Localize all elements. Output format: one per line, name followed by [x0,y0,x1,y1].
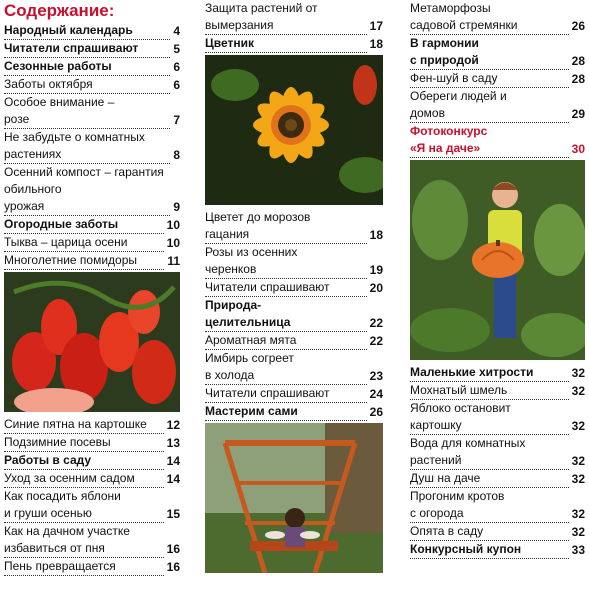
toc-entry-title: Уход за осенним садом [4,470,180,488]
toc-entry-page: 23 [369,369,383,383]
toc-entry-title: Как посадить яблони [4,489,121,503]
toc-entry [410,17,585,35]
toc-entry-title: Особое внимание – [4,95,115,109]
toc-entry-title: Опята в саду [410,523,585,541]
toc-entry [4,234,180,252]
toc-entry-title: Читатели спрашивают [205,279,383,297]
toc-entry [410,35,585,52]
toc-entry-title: Осенний компост – гарантия [4,165,164,179]
toc-list-3a [410,0,585,158]
toc-entry [4,488,180,505]
toc-entry [410,70,585,88]
toc-entry [410,382,585,400]
toc-entry-page: 5 [173,42,180,56]
ladder-illustration [205,423,383,573]
toc-entry [205,367,383,385]
toc-entry [205,297,383,314]
toc-entry-title: обильного [4,182,62,196]
toc-entry [4,164,180,181]
toc-entry-page: 32 [571,366,585,380]
toc-entry-title: Работы в саду [4,452,180,470]
toc-entry-page: 10 [166,236,180,250]
toc-entry-title: Защита растений от [205,1,318,15]
toc-entry-title: домов [410,105,585,123]
toc-entry-page: 16 [166,542,180,556]
toc-entry-title: Цветник [205,35,383,53]
toc-entry-page: 14 [166,472,180,486]
toc-entry-page: 29 [571,107,585,121]
toc-entry-page: 16 [166,560,180,574]
toc-entry [410,364,585,382]
toc-entry-page: 32 [571,419,585,433]
toc-entry-page: 32 [571,384,585,398]
toc-entry-title: Подзимние посевы [4,434,180,452]
toc-entry-page: 30 [571,142,585,156]
toc-entry [410,88,585,105]
toc-entry-title: с природой [410,52,585,70]
toc-entry-title: Мохнатый шмель [410,382,585,400]
toc-entry-page: 8 [173,148,180,162]
toc-entry-title: Цветет до морозов [205,210,311,224]
toc-entry-page: 26 [571,19,585,33]
toc-entry-title: Метаморфозы [410,1,491,15]
toc-entry-title: и груши осенью [4,505,180,523]
toc-entry-title: Синие пятна на картошке [4,416,180,434]
toc-entry-title: Конкурсный купон [410,541,585,559]
toc-entry-title: Маленькие хитрости [410,364,585,382]
toc-entry-title: Многолетние помидоры [4,252,180,270]
toc-entry [410,470,585,488]
toc-entry [4,198,180,216]
toc-entry-page: 32 [571,525,585,539]
toc-entry-title: Фен-шуй в саду [410,70,585,88]
toc-entry-page: 13 [166,436,180,450]
toc-entry-title: Природа- [205,298,262,312]
toc-entry [205,314,383,332]
toc-entry [205,35,383,53]
toc-entry [410,140,585,158]
toc-entry-title: Обереги людей и [410,89,507,103]
toc-entry-title: растениях [4,146,180,164]
toc-entry-page: 32 [571,454,585,468]
toc-entry-title: Прогоним кротов [410,489,505,503]
toc-entry [4,523,180,540]
toc-entry-title: гацания [205,226,383,244]
toc-entry [4,111,180,129]
toc-entry [410,105,585,123]
toc-entry-title: Розы из осенних [205,245,298,259]
toc-entry-title: Мастерим сами [205,403,383,421]
toc-entry [205,332,383,350]
toc-entry [4,558,180,576]
toc-entry-title: Народный календарь [4,22,180,40]
toc-entry-page: 6 [173,78,180,92]
toc-entry [410,123,585,140]
toc-entry-title: Пень превращается [4,558,180,576]
toc-entry-page: 18 [369,37,383,51]
toc-entry-page: 19 [369,263,383,277]
toc-entry-page: 22 [369,334,383,348]
toc-entry-page: 15 [166,507,180,521]
toc-entry-title: Фотоконкурс [410,124,488,138]
toc-entry [4,434,180,452]
toc-entry-page: 12 [166,418,180,432]
toc-entry-title: Яблоко остановит [410,401,511,415]
toc-entry [4,58,180,76]
toc-list-2b [205,209,383,421]
toc-entry [205,244,383,261]
toc-entry [205,209,383,226]
toc-entry [205,226,383,244]
toc-entry-page: 33 [571,543,585,557]
tomatoes-photo [4,272,180,412]
toc-entry [410,488,585,505]
toc-entry-title: Не забудьте о комнатных [4,130,145,144]
toc-entry [4,505,180,523]
toc-entry-title: Заботы октября [4,76,180,94]
toc-entry-page: 10 [166,218,180,232]
toc-entry [4,470,180,488]
toc-entry-title: В гармонии [410,36,479,50]
toc-entry [410,435,585,452]
toc-entry-page: 22 [369,316,383,330]
toc-entry-title: Душ на даче [410,470,585,488]
toc-column-1 [4,0,180,576]
toc-entry-page: 11 [167,254,180,268]
toc-entry-title: Огородные заботы [4,216,180,234]
toc-entry [4,94,180,111]
toc-entry [4,40,180,58]
toc-entry-title: Ароматная мята [205,332,383,350]
toc-column-2 [205,0,383,577]
toc-entry-page: 7 [173,113,180,127]
toc-entry-page: 28 [571,72,585,86]
toc-entry-title: целительница [205,314,383,332]
toc-entry-page: 6 [173,60,180,74]
toc-entry [4,22,180,40]
toc-entry-title: Как на дачном участке [4,524,130,538]
toc-entry [410,400,585,417]
toc-entry [4,129,180,146]
toc-entry-page: 4 [173,24,180,38]
tomatoes-illustration [4,272,180,412]
toc-list-2a [205,0,383,53]
toc-entry [205,385,383,403]
toc-entry [4,146,180,164]
toc-entry-page: 14 [166,454,180,468]
toc-entry [410,452,585,470]
toc-entry [4,416,180,434]
toc-entry [4,181,180,198]
toc-entry-title: «Я на даче» [410,140,585,158]
toc-list-1b [4,416,180,576]
toc-entry-page: 17 [369,19,383,33]
toc-entry-page: 28 [571,54,585,68]
toc-entry [205,350,383,367]
toc-entry-title: Сезонные работы [4,58,180,76]
toc-entry-title: Читатели спрашивают [205,385,383,403]
toc-entry [410,523,585,541]
toc-entry [205,17,383,35]
toc-entry-title: Вода для комнатных [410,436,526,450]
toc-entry-title: урожая [4,198,180,216]
ladder-photo [205,423,383,573]
toc-entry [410,52,585,70]
toc-entry [4,216,180,234]
toc-entry [205,279,383,297]
toc-entry-title: черенков [205,261,383,279]
toc-entry-title: розе [4,111,180,129]
toc-entry [205,261,383,279]
toc-entry-title: в холода [205,367,383,385]
flower-illustration [205,55,383,205]
contents-title: Содержание: [4,1,115,20]
toc-entry [410,0,585,17]
toc-entry-title: Читатели спрашивают [4,40,180,58]
toc-list-3b [410,364,585,559]
toc-entry-page: 32 [571,507,585,521]
toc-entry-page: 9 [173,200,180,214]
toc-entry [4,76,180,94]
toc-column-3 [410,0,585,559]
toc-entry-title: вымерзания [205,17,383,35]
toc-entry-page: 26 [369,405,383,419]
toc-entry-title: Тыква – царица осени [4,234,180,252]
toc-entry [205,403,383,421]
toc-entry-page: 24 [369,387,383,401]
photo-contest-photo [410,160,585,360]
toc-entry [410,417,585,435]
toc-entry-page: 32 [571,472,585,486]
toc-entry-title: садовой стремянки [410,17,585,35]
toc-entry [205,0,383,17]
toc-entry-page: 18 [369,228,383,242]
toc-entry-title: с огорода [410,505,585,523]
toc-entry [410,541,585,559]
toc-entry-title: картошку [410,417,585,435]
woman-with-pumpkin-illustration [410,160,585,360]
toc-entry [4,252,180,270]
toc-entry-page: 20 [369,281,383,295]
toc-list-1a [4,22,180,270]
toc-entry [4,540,180,558]
toc-entry [4,452,180,470]
toc-entry-title: избавиться от пня [4,540,180,558]
toc-entry-title: Имбирь согреет [205,351,294,365]
gazania-photo [205,55,383,205]
toc-entry [410,505,585,523]
toc-entry-title: растений [410,452,585,470]
